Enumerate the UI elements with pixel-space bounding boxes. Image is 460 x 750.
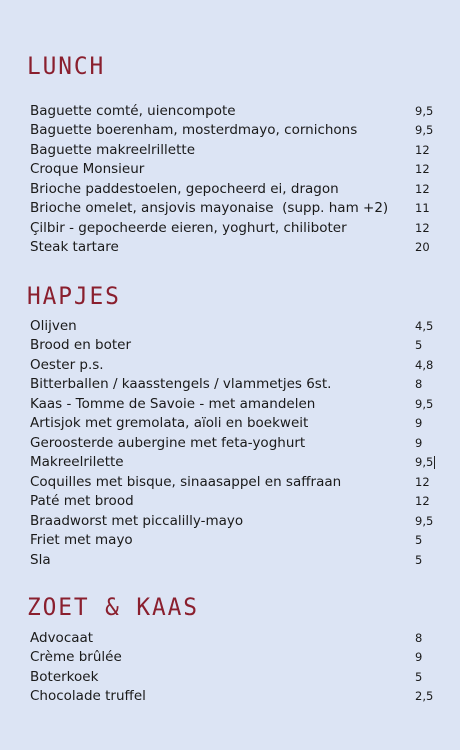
item-price: 12 (415, 220, 430, 235)
item-price: 11 (415, 201, 430, 216)
menu-item (30, 414, 435, 434)
item-price: 8 (415, 630, 423, 645)
item-name: Coquilles met bisque, sinaasappel en saffraan (30, 473, 342, 490)
menu-item (30, 433, 435, 453)
item-price-text: 9,5 (415, 455, 434, 470)
item-name: Baguette makreelrillette (30, 141, 196, 158)
item-name: Chocolade truffel (30, 688, 146, 705)
menu-item (30, 160, 435, 180)
item-price: 4,5 (415, 318, 434, 333)
item-name: Olijven (30, 317, 77, 334)
item-price: 12 (415, 162, 430, 177)
item-price: 9,5 (415, 123, 434, 138)
item-price: 12 (415, 142, 430, 157)
menu-item (30, 336, 435, 356)
item-name: Brioche omelet, ansjovis mayonaise (supp. ham +2) (30, 200, 389, 217)
menu-item (30, 179, 435, 199)
menu-item (30, 511, 435, 531)
menu-item (30, 238, 435, 258)
menu-item (30, 121, 435, 141)
item-price: 12 (415, 474, 430, 489)
hapjes-list (30, 316, 435, 570)
item-name: Boterkoek (30, 668, 99, 685)
item-price: 9,5 (415, 103, 434, 118)
item-name: Artisjok met gremolata, aïoli en boekweit (30, 415, 309, 432)
item-price: 5 (415, 669, 423, 684)
item-name: Brood en boter (30, 337, 132, 354)
item-name: Braadworst met piccalilly-mayo (30, 512, 244, 529)
menu-item (30, 550, 435, 570)
item-price: 9 (415, 650, 423, 665)
menu-item (30, 453, 435, 473)
item-price: 12 (415, 494, 430, 509)
item-name: Croque Monsieur (30, 161, 145, 178)
item-price: 2,5 (415, 689, 434, 704)
menu-item (30, 140, 435, 160)
section-title-lunch: LUNCH (27, 52, 106, 80)
item-price: 5 (415, 338, 423, 353)
item-name: Baguette boerenham, mosterdmayo, cornichons (30, 122, 358, 139)
item-name: Friet met mayo (30, 532, 133, 549)
menu-item (30, 218, 435, 238)
menu-item (30, 316, 435, 336)
item-price: 9,5 (415, 396, 434, 411)
item-name: Çilbir - gepocheerde eieren, yoghurt, chiliboter (30, 219, 347, 236)
item-name: Paté met brood (30, 493, 134, 510)
menu-item (30, 648, 435, 668)
menu-item (30, 101, 435, 121)
item-name: Sla (30, 551, 51, 568)
item-name: Brioche paddestoelen, gepocheerd ei, dragon (30, 180, 339, 197)
item-name: Geroosterde aubergine met feta-yoghurt (30, 434, 306, 451)
section-title-zoet-kaas: ZOET & KAAS (27, 593, 199, 621)
menu-item (30, 199, 435, 219)
item-price: 9 (415, 435, 423, 450)
menu-item (30, 531, 435, 551)
menu-item (30, 687, 435, 707)
item-price: 5 (415, 552, 423, 567)
item-name: Steak tartare (30, 239, 119, 256)
zoet-kaas-list (30, 628, 435, 706)
lunch-list (30, 101, 435, 257)
section-title-hapjes: HAPJES (27, 282, 121, 310)
item-name: Advocaat (30, 629, 94, 646)
item-price: 9 (415, 416, 423, 431)
item-name: Crème brûlée (30, 649, 122, 666)
item-name: Bitterballen / kaasstengels / vlammetjes 6st. (30, 376, 332, 393)
menu-item (30, 628, 435, 648)
text-cursor (434, 456, 435, 469)
menu-item (30, 492, 435, 512)
item-price: 5 (415, 533, 423, 548)
menu-item (30, 472, 435, 492)
item-name: Kaas - Tomme de Savoie - met amandelen (30, 395, 316, 412)
item-price: 20 (415, 240, 430, 255)
item-name: Oester p.s. (30, 356, 104, 373)
item-price: 12 (415, 181, 430, 196)
item-name: Makreelrilette (30, 454, 124, 471)
menu-item (30, 667, 435, 687)
item-name: Baguette comté, uiencompote (30, 102, 236, 119)
menu-item (30, 375, 435, 395)
item-price-with-cursor (415, 455, 435, 469)
menu-item (30, 355, 435, 375)
item-price: 8 (415, 377, 423, 392)
item-price: 9,5 (415, 513, 434, 528)
item-price: 4,8 (415, 357, 434, 372)
menu-item (30, 394, 435, 414)
